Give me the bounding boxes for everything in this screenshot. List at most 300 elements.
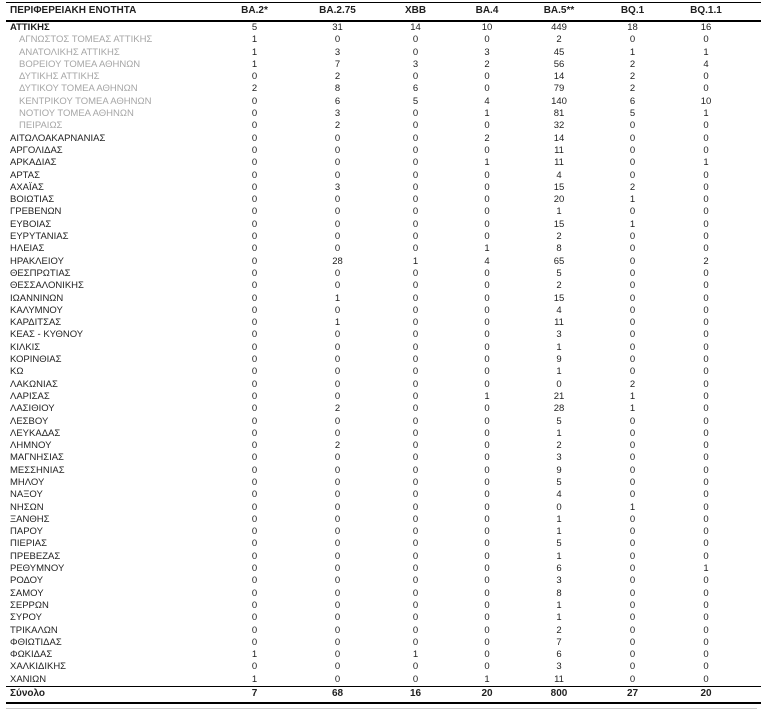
table-row bbox=[6, 83, 761, 95]
region-cell: ΗΡΑΚΛΕΙΟΥ bbox=[10, 255, 64, 267]
value-cell: 0 bbox=[412, 378, 419, 390]
value-cell: 0 bbox=[629, 243, 636, 255]
value-cell: 0 bbox=[484, 181, 490, 193]
table-row bbox=[6, 219, 761, 231]
table-row bbox=[6, 440, 761, 452]
table-row bbox=[6, 305, 761, 317]
region-cell: ΡΟΔΟΥ bbox=[10, 575, 44, 587]
value-cell: 11 bbox=[554, 157, 564, 169]
value-cell: 1 bbox=[703, 563, 709, 575]
value-cell: 5 bbox=[556, 267, 562, 279]
column-header: BQ.1.1 bbox=[669, 3, 761, 22]
value-cell: 0 bbox=[703, 71, 709, 83]
value-cell: 2 bbox=[703, 255, 709, 267]
value-cell: 0 bbox=[703, 304, 709, 316]
value-cell: 0 bbox=[629, 587, 636, 599]
value-cell: 0 bbox=[412, 526, 419, 538]
table-row bbox=[6, 96, 761, 108]
value-cell: 0 bbox=[484, 649, 490, 661]
value-cell: 4 bbox=[484, 95, 490, 107]
value-cell: 0 bbox=[251, 341, 258, 353]
value-cell: 0 bbox=[412, 452, 419, 464]
value-cell: 1 bbox=[484, 157, 490, 169]
value-cell: 0 bbox=[334, 464, 341, 476]
value-cell: 0 bbox=[412, 440, 419, 452]
total-value-cell: 800 bbox=[522, 687, 596, 704]
value-cell: 0 bbox=[334, 415, 341, 427]
value-cell: 0 bbox=[484, 476, 490, 488]
value-cell: 0 bbox=[703, 83, 709, 95]
table-row bbox=[6, 600, 761, 612]
value-cell: 0 bbox=[412, 415, 419, 427]
value-cell: 1 bbox=[703, 108, 709, 120]
table-row bbox=[6, 637, 761, 649]
table-row bbox=[6, 502, 761, 514]
value-cell: 1 bbox=[251, 46, 258, 58]
value-cell: 0 bbox=[629, 132, 636, 144]
table-row bbox=[6, 465, 761, 477]
value-cell: 0 bbox=[412, 169, 419, 181]
value-cell: 0 bbox=[703, 120, 709, 132]
value-cell: 0 bbox=[703, 366, 709, 378]
value-cell: 0 bbox=[334, 341, 341, 353]
value-cell: 0 bbox=[484, 575, 490, 587]
value-cell: 0 bbox=[703, 415, 709, 427]
region-cell: ΛΕΥΚΑΔΑΣ bbox=[10, 427, 61, 439]
value-cell: 0 bbox=[251, 452, 258, 464]
value-cell: 0 bbox=[629, 575, 636, 587]
value-cell: 10 bbox=[700, 95, 712, 107]
value-cell: 0 bbox=[484, 120, 490, 132]
value-cell: 0 bbox=[703, 550, 709, 562]
value-cell: 1 bbox=[629, 501, 636, 513]
value-cell: 0 bbox=[251, 304, 258, 316]
value-cell: 0 bbox=[251, 71, 258, 83]
variant-region-table bbox=[6, 2, 761, 704]
value-cell: 3 bbox=[334, 46, 341, 58]
value-cell: 0 bbox=[484, 206, 490, 218]
value-cell: 0 bbox=[703, 378, 709, 390]
value-cell: 7 bbox=[334, 58, 341, 70]
value-cell: 0 bbox=[484, 34, 490, 46]
region-cell: ΚΕΝΤΡΙΚΟΥ ΤΟΜΕΑ ΑΘΗΝΩΝ bbox=[19, 95, 152, 107]
value-cell: 0 bbox=[251, 218, 258, 230]
table-row bbox=[6, 133, 761, 145]
table-row bbox=[6, 428, 761, 440]
region-cell: ΚΑΛΥΜΝΟΥ bbox=[10, 304, 63, 316]
value-cell: 0 bbox=[629, 673, 636, 685]
value-cell: 0 bbox=[412, 243, 419, 255]
region-cell: ΠΑΡΟΥ bbox=[10, 526, 43, 538]
value-cell: 0 bbox=[412, 304, 419, 316]
value-cell: 1 bbox=[556, 366, 562, 378]
value-cell: 0 bbox=[703, 624, 709, 636]
value-cell: 0 bbox=[334, 280, 341, 292]
value-cell: 0 bbox=[334, 612, 341, 624]
value-cell: 0 bbox=[334, 452, 341, 464]
value-cell: 0 bbox=[629, 599, 636, 611]
value-cell: 0 bbox=[251, 120, 258, 132]
value-cell: 0 bbox=[412, 673, 419, 685]
table-row bbox=[6, 477, 761, 489]
value-cell: 14 bbox=[410, 22, 421, 33]
table-row bbox=[6, 145, 761, 157]
value-cell: 2 bbox=[629, 83, 636, 95]
value-cell: 0 bbox=[629, 329, 636, 341]
value-cell: 0 bbox=[251, 415, 258, 427]
column-header: BA.2* bbox=[213, 3, 296, 22]
total-value-cell: 20 bbox=[669, 687, 761, 704]
value-cell: 1 bbox=[556, 427, 562, 439]
region-cell: ΦΩΚΙΔΑΣ bbox=[10, 649, 53, 661]
value-cell: 0 bbox=[251, 440, 258, 452]
value-cell: 5 bbox=[251, 22, 258, 33]
value-cell: 0 bbox=[629, 661, 636, 673]
value-cell: 0 bbox=[484, 317, 490, 329]
value-cell: 0 bbox=[484, 144, 490, 156]
total-value-cell: 27 bbox=[596, 687, 669, 704]
table-row bbox=[6, 588, 761, 600]
table-row bbox=[6, 366, 761, 378]
region-cell: ΣΕΡΡΩΝ bbox=[10, 599, 49, 611]
value-cell: 0 bbox=[484, 341, 490, 353]
value-cell: 0 bbox=[484, 71, 490, 83]
value-cell: 0 bbox=[412, 206, 419, 218]
region-cell: ΛΑΡΙΣΑΣ bbox=[10, 390, 50, 402]
region-cell: ΠΙΕΡΙΑΣ bbox=[10, 538, 48, 550]
value-cell: 140 bbox=[551, 95, 567, 107]
value-cell: 0 bbox=[412, 280, 419, 292]
bottom-divider bbox=[6, 708, 757, 709]
value-cell: 1 bbox=[412, 649, 419, 661]
value-cell: 0 bbox=[484, 563, 490, 575]
value-cell: 1 bbox=[334, 292, 341, 304]
value-cell: 0 bbox=[334, 194, 341, 206]
value-cell: 0 bbox=[703, 476, 709, 488]
value-cell: 0 bbox=[412, 71, 419, 83]
value-cell: 0 bbox=[412, 354, 419, 366]
region-cell: ΝΟΤΙΟΥ ΤΟΜΕΑ ΑΘΗΝΩΝ bbox=[19, 108, 134, 120]
table-row bbox=[6, 489, 761, 501]
value-cell: 0 bbox=[629, 649, 636, 661]
value-cell: 0 bbox=[251, 403, 258, 415]
value-cell: 1 bbox=[629, 218, 636, 230]
value-cell: 0 bbox=[251, 366, 258, 378]
value-cell: 1 bbox=[251, 58, 258, 70]
value-cell: 0 bbox=[251, 132, 258, 144]
value-cell: 0 bbox=[703, 513, 709, 525]
value-cell: 0 bbox=[334, 526, 341, 538]
value-cell: 449 bbox=[551, 22, 567, 33]
value-cell: 0 bbox=[703, 452, 709, 464]
value-cell: 0 bbox=[412, 624, 419, 636]
value-cell: 0 bbox=[629, 206, 636, 218]
table-row bbox=[6, 170, 761, 182]
value-cell: 4 bbox=[556, 489, 562, 501]
value-cell: 0 bbox=[251, 464, 258, 476]
value-cell: 0 bbox=[629, 292, 636, 304]
value-cell: 7 bbox=[556, 636, 562, 648]
value-cell: 0 bbox=[484, 501, 490, 513]
value-cell: 5 bbox=[556, 476, 562, 488]
value-cell: 0 bbox=[251, 267, 258, 279]
table-row bbox=[6, 551, 761, 563]
table-row bbox=[6, 108, 761, 120]
value-cell: 0 bbox=[251, 575, 258, 587]
value-cell: 0 bbox=[484, 366, 490, 378]
value-cell: 0 bbox=[334, 563, 341, 575]
value-cell: 0 bbox=[334, 206, 341, 218]
column-header: BA.2.75 bbox=[296, 3, 379, 22]
value-cell: 3 bbox=[334, 108, 341, 120]
value-cell: 0 bbox=[251, 95, 258, 107]
region-cell: ΤΡΙΚΑΛΩΝ bbox=[10, 624, 58, 636]
region-cell: ΛΕΣΒΟΥ bbox=[10, 415, 49, 427]
value-cell: 0 bbox=[251, 501, 258, 513]
value-cell: 0 bbox=[484, 538, 490, 550]
value-cell: 0 bbox=[412, 661, 419, 673]
region-cell: ΚΟΡΙΝΘΙΑΣ bbox=[10, 354, 62, 366]
value-cell: 0 bbox=[251, 292, 258, 304]
value-cell: 0 bbox=[629, 550, 636, 562]
value-cell: 6 bbox=[556, 649, 562, 661]
value-cell: 0 bbox=[412, 612, 419, 624]
value-cell: 0 bbox=[703, 390, 709, 402]
value-cell: 1 bbox=[556, 513, 562, 525]
value-cell: 0 bbox=[703, 243, 709, 255]
value-cell: 0 bbox=[484, 587, 490, 599]
value-cell: 0 bbox=[629, 34, 636, 46]
value-cell: 9 bbox=[556, 464, 562, 476]
value-cell: 0 bbox=[703, 636, 709, 648]
value-cell: 1 bbox=[556, 550, 562, 562]
table-header-row bbox=[6, 3, 761, 22]
value-cell: 0 bbox=[484, 83, 490, 95]
value-cell: 0 bbox=[412, 108, 419, 120]
value-cell: 0 bbox=[484, 427, 490, 439]
value-cell: 0 bbox=[484, 354, 490, 366]
value-cell: 56 bbox=[553, 58, 565, 70]
value-cell: 0 bbox=[334, 624, 341, 636]
value-cell: 0 bbox=[703, 661, 709, 673]
value-cell: 32 bbox=[553, 120, 565, 132]
value-cell: 5 bbox=[629, 108, 636, 120]
value-cell: 0 bbox=[484, 624, 490, 636]
table-row bbox=[6, 157, 761, 169]
value-cell: 0 bbox=[412, 563, 419, 575]
value-cell: 0 bbox=[412, 366, 419, 378]
value-cell: 0 bbox=[334, 649, 341, 661]
region-column-header: ΠΕΡΙΦΕΡΕΙΑΚΗ ΕΝΟΤΗΤΑ bbox=[6, 3, 213, 22]
value-cell: 0 bbox=[412, 587, 419, 599]
value-cell: 0 bbox=[484, 194, 490, 206]
value-cell: 4 bbox=[556, 169, 562, 181]
value-cell: 0 bbox=[251, 194, 258, 206]
value-cell: 0 bbox=[334, 390, 341, 402]
value-cell: 0 bbox=[251, 206, 258, 218]
value-cell: 0 bbox=[484, 550, 490, 562]
value-cell: 0 bbox=[251, 144, 258, 156]
value-cell: 0 bbox=[334, 366, 341, 378]
value-cell: 2 bbox=[629, 71, 636, 83]
region-cell: ΡΕΘΥΜΝΟΥ bbox=[10, 563, 65, 575]
value-cell: 0 bbox=[484, 636, 490, 648]
region-cell: ΑΧΑΪΑΣ bbox=[10, 181, 44, 193]
value-cell: 0 bbox=[629, 526, 636, 538]
value-cell: 0 bbox=[703, 144, 709, 156]
value-cell: 0 bbox=[412, 390, 419, 402]
value-cell: 0 bbox=[703, 587, 709, 599]
region-cell: ΘΕΣΠΡΩΤΙΑΣ bbox=[10, 267, 71, 279]
value-cell: 0 bbox=[412, 120, 419, 132]
table-row bbox=[6, 293, 761, 305]
region-cell: ΑΙΤΩΛΟΑΚΑΡΝΑΝΙΑΣ bbox=[10, 132, 106, 144]
value-cell: 2 bbox=[334, 120, 341, 132]
value-cell: 0 bbox=[703, 464, 709, 476]
value-cell: 0 bbox=[703, 575, 709, 587]
value-cell: 10 bbox=[481, 22, 493, 33]
value-cell: 1 bbox=[556, 526, 562, 538]
value-cell: 0 bbox=[556, 378, 562, 390]
table-row bbox=[6, 625, 761, 637]
value-cell: 0 bbox=[251, 181, 258, 193]
value-cell: 0 bbox=[703, 649, 709, 661]
region-cell: ΣΑΜΟΥ bbox=[10, 587, 44, 599]
value-cell: 0 bbox=[251, 354, 258, 366]
value-cell: 6 bbox=[629, 95, 636, 107]
value-cell: 1 bbox=[629, 390, 636, 402]
value-cell: 0 bbox=[629, 120, 636, 132]
region-cell: ΝΗΣΩΝ bbox=[10, 501, 44, 513]
region-cell: ΗΛΕΙΑΣ bbox=[10, 243, 45, 255]
value-cell: 2 bbox=[556, 624, 562, 636]
value-cell: 0 bbox=[703, 132, 709, 144]
value-cell: 14 bbox=[553, 132, 565, 144]
value-cell: 0 bbox=[251, 612, 258, 624]
table-row bbox=[6, 649, 761, 661]
value-cell: 0 bbox=[703, 292, 709, 304]
value-cell: 1 bbox=[412, 255, 419, 267]
value-cell: 0 bbox=[334, 329, 341, 341]
region-cell: ΠΡΕΒΕΖΑΣ bbox=[10, 550, 61, 562]
value-cell: 15 bbox=[553, 292, 565, 304]
table-row bbox=[6, 514, 761, 526]
value-cell: 0 bbox=[703, 612, 709, 624]
value-cell: 0 bbox=[703, 267, 709, 279]
region-cell: ΑΓΝΩΣΤΟΣ ΤΟΜΕΑΣ ΑΤΤΙΚΗΣ bbox=[19, 34, 153, 46]
value-cell: 0 bbox=[484, 661, 490, 673]
table-row bbox=[6, 182, 761, 194]
value-cell: 0 bbox=[251, 587, 258, 599]
value-cell: 0 bbox=[703, 538, 709, 550]
value-cell: 0 bbox=[484, 612, 490, 624]
value-cell: 0 bbox=[334, 476, 341, 488]
value-cell: 1 bbox=[484, 243, 490, 255]
region-cell: ΚΙΛΚΙΣ bbox=[10, 341, 41, 353]
value-cell: 0 bbox=[334, 513, 341, 525]
value-cell: 3 bbox=[556, 452, 562, 464]
total-value-cell: 20 bbox=[452, 687, 522, 704]
value-cell: 0 bbox=[334, 378, 341, 390]
value-cell: 2 bbox=[556, 231, 562, 243]
value-cell: 5 bbox=[556, 415, 562, 427]
value-cell: 0 bbox=[334, 550, 341, 562]
value-cell: 0 bbox=[334, 267, 341, 279]
value-cell: 0 bbox=[412, 218, 419, 230]
value-cell: 0 bbox=[412, 538, 419, 550]
value-cell: 0 bbox=[629, 440, 636, 452]
value-cell: 0 bbox=[251, 476, 258, 488]
value-cell: 0 bbox=[484, 304, 490, 316]
value-cell: 0 bbox=[703, 317, 709, 329]
value-cell: 0 bbox=[703, 34, 709, 46]
value-cell: 2 bbox=[556, 34, 562, 46]
value-cell: 0 bbox=[334, 304, 341, 316]
value-cell: 1 bbox=[556, 612, 562, 624]
value-cell: 0 bbox=[629, 354, 636, 366]
value-cell: 3 bbox=[556, 575, 562, 587]
value-cell: 0 bbox=[629, 476, 636, 488]
value-cell: 81 bbox=[553, 108, 565, 120]
value-cell: 0 bbox=[629, 452, 636, 464]
value-cell: 1 bbox=[334, 317, 341, 329]
value-cell: 1 bbox=[629, 194, 636, 206]
value-cell: 0 bbox=[703, 341, 709, 353]
region-cell: ΛΑΣΙΘΙΟΥ bbox=[10, 403, 55, 415]
value-cell: 1 bbox=[556, 341, 562, 353]
column-header: BA.5** bbox=[522, 3, 596, 22]
value-cell: 0 bbox=[412, 329, 419, 341]
value-cell: 3 bbox=[412, 58, 419, 70]
value-cell: 0 bbox=[703, 181, 709, 193]
table-row bbox=[6, 231, 761, 243]
value-cell: 6 bbox=[334, 95, 341, 107]
value-cell: 0 bbox=[412, 267, 419, 279]
value-cell: 0 bbox=[412, 231, 419, 243]
value-cell: 0 bbox=[484, 452, 490, 464]
region-cell: ΑΡΚΑΔΙΑΣ bbox=[10, 157, 57, 169]
value-cell: 0 bbox=[703, 440, 709, 452]
value-cell: 0 bbox=[412, 341, 419, 353]
value-cell: 0 bbox=[484, 513, 490, 525]
value-cell: 0 bbox=[629, 231, 636, 243]
value-cell: 20 bbox=[553, 194, 565, 206]
table-row bbox=[6, 243, 761, 255]
value-cell: 1 bbox=[556, 599, 562, 611]
value-cell: 1 bbox=[484, 673, 490, 685]
region-cell: ΚΕΑΣ - ΚΥΘΝΟΥ bbox=[10, 329, 84, 341]
table-row bbox=[6, 59, 761, 71]
value-cell: 0 bbox=[703, 218, 709, 230]
value-cell: 0 bbox=[412, 132, 419, 144]
value-cell: 0 bbox=[629, 538, 636, 550]
value-cell: 8 bbox=[556, 587, 562, 599]
table-row bbox=[6, 391, 761, 403]
value-cell: 0 bbox=[703, 427, 709, 439]
value-cell: 6 bbox=[412, 83, 419, 95]
value-cell: 0 bbox=[412, 292, 419, 304]
value-cell: 2 bbox=[629, 181, 636, 193]
region-cell: ΛΑΚΩΝΙΑΣ bbox=[10, 378, 58, 390]
total-value-cell: 68 bbox=[296, 687, 379, 704]
value-cell: 0 bbox=[484, 489, 490, 501]
column-header: XBB bbox=[379, 3, 452, 22]
value-cell: 0 bbox=[484, 329, 490, 341]
value-cell: 0 bbox=[334, 144, 341, 156]
region-cell: ΑΡΓΟΛΙΔΑΣ bbox=[10, 144, 63, 156]
region-cell: ΑΝΑΤΟΛΙΚΗΣ ΑΤΤΙΚΗΣ bbox=[19, 46, 120, 58]
value-cell: 0 bbox=[334, 354, 341, 366]
